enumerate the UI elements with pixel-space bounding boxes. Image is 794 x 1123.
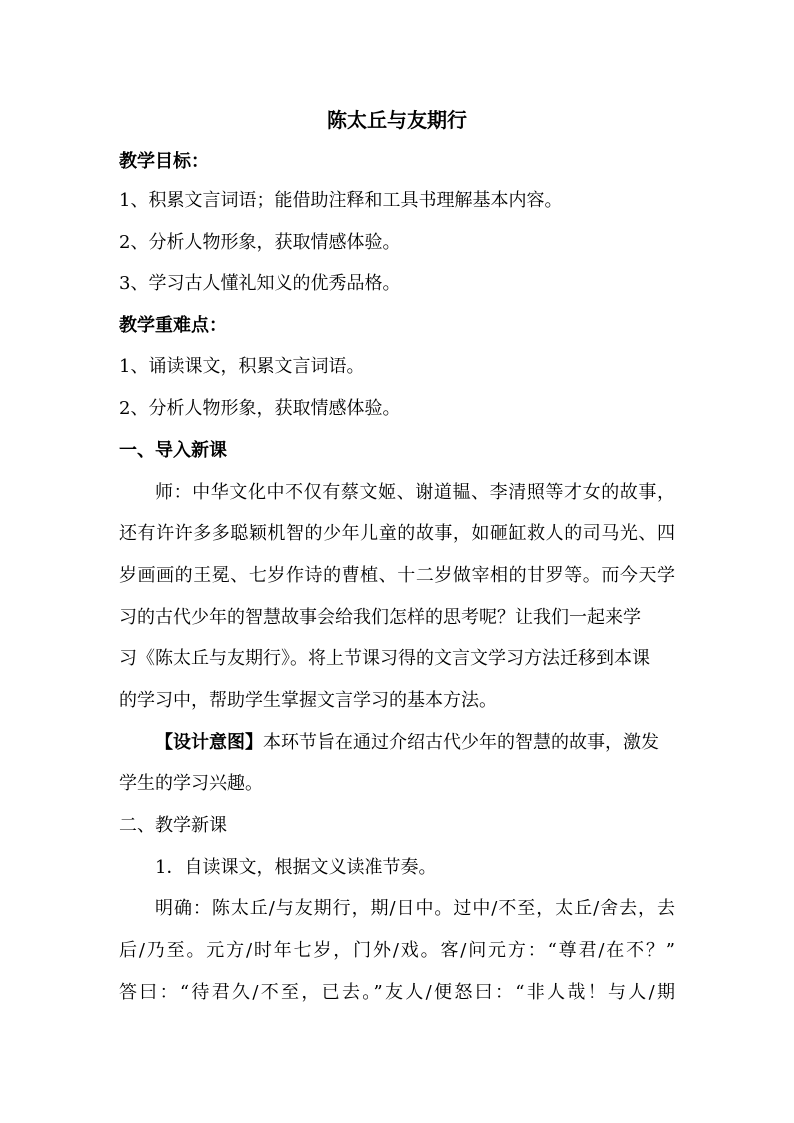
new-lesson-heading: 二、教学新课 [119,815,227,836]
intro-line-6: 的学习中，帮助学生掌握文言学习的基本方法。 [119,690,497,711]
intro-heading: 一、导入新课 [119,440,227,461]
design-intent-text: 本环节旨在通过介绍古代少年的智慧的故事，激发 [263,732,659,753]
intro-line-1: 师：中华文化中不仅有蔡文姬、谢道韫、李清照等才女的故事， [155,482,675,503]
intro-line-5: 习《陈太丘与友期行》。将上节课习得的文言文学习方法迁移到本课 [119,648,650,669]
key-point-item-2: 2、分析人物形象，获取情感体验。 [119,398,401,419]
answer-line-1: 明确：陈太丘/与友期行，期/日中。过中/不至，太丘/舍去，去 [155,898,675,919]
design-intent-line-1 [155,731,659,755]
goal-item-3: 3、学习古人懂礼知义的优秀品格。 [119,273,401,294]
design-intent-line-2: 学生的学习兴趣。 [119,773,263,794]
document-title: 陈太丘与友期行 [327,108,467,132]
new-lesson-step-1: 1．自读课文，根据文义读准节奏。 [155,857,437,878]
intro-line-4: 习的古代少年的智慧故事会给我们怎样的思考呢？让我们一起来学 [119,607,641,628]
goal-item-1: 1、积累文言词语；能借助注释和工具书理解基本内容。 [119,190,563,211]
answer-line-2: 后/乃至。元方/时年七岁，门外/戏。客/问元方：“尊君/在不？” [119,940,675,961]
intro-line-2: 还有许许多多聪颖机智的少年儿童的故事，如砸缸救人的司马光、四 [119,523,675,544]
key-points-heading: 教学重难点： [119,315,227,336]
goal-item-2: 2、分析人物形象，获取情感体验。 [119,232,401,253]
key-point-item-1: 1、诵读课文，积累文言词语。 [119,356,365,377]
design-intent-label: 【设计意图】 [155,732,263,753]
answer-line-3: 答曰：“待君久/不至，已去。”友人/便怒曰：“非人哉！与人/期 [119,982,675,1003]
goals-heading: 教学目标： [119,151,209,172]
intro-line-3: 岁画画的王冕、七岁作诗的曹植、十二岁做宰相的甘罗等。而今天学 [119,565,675,586]
